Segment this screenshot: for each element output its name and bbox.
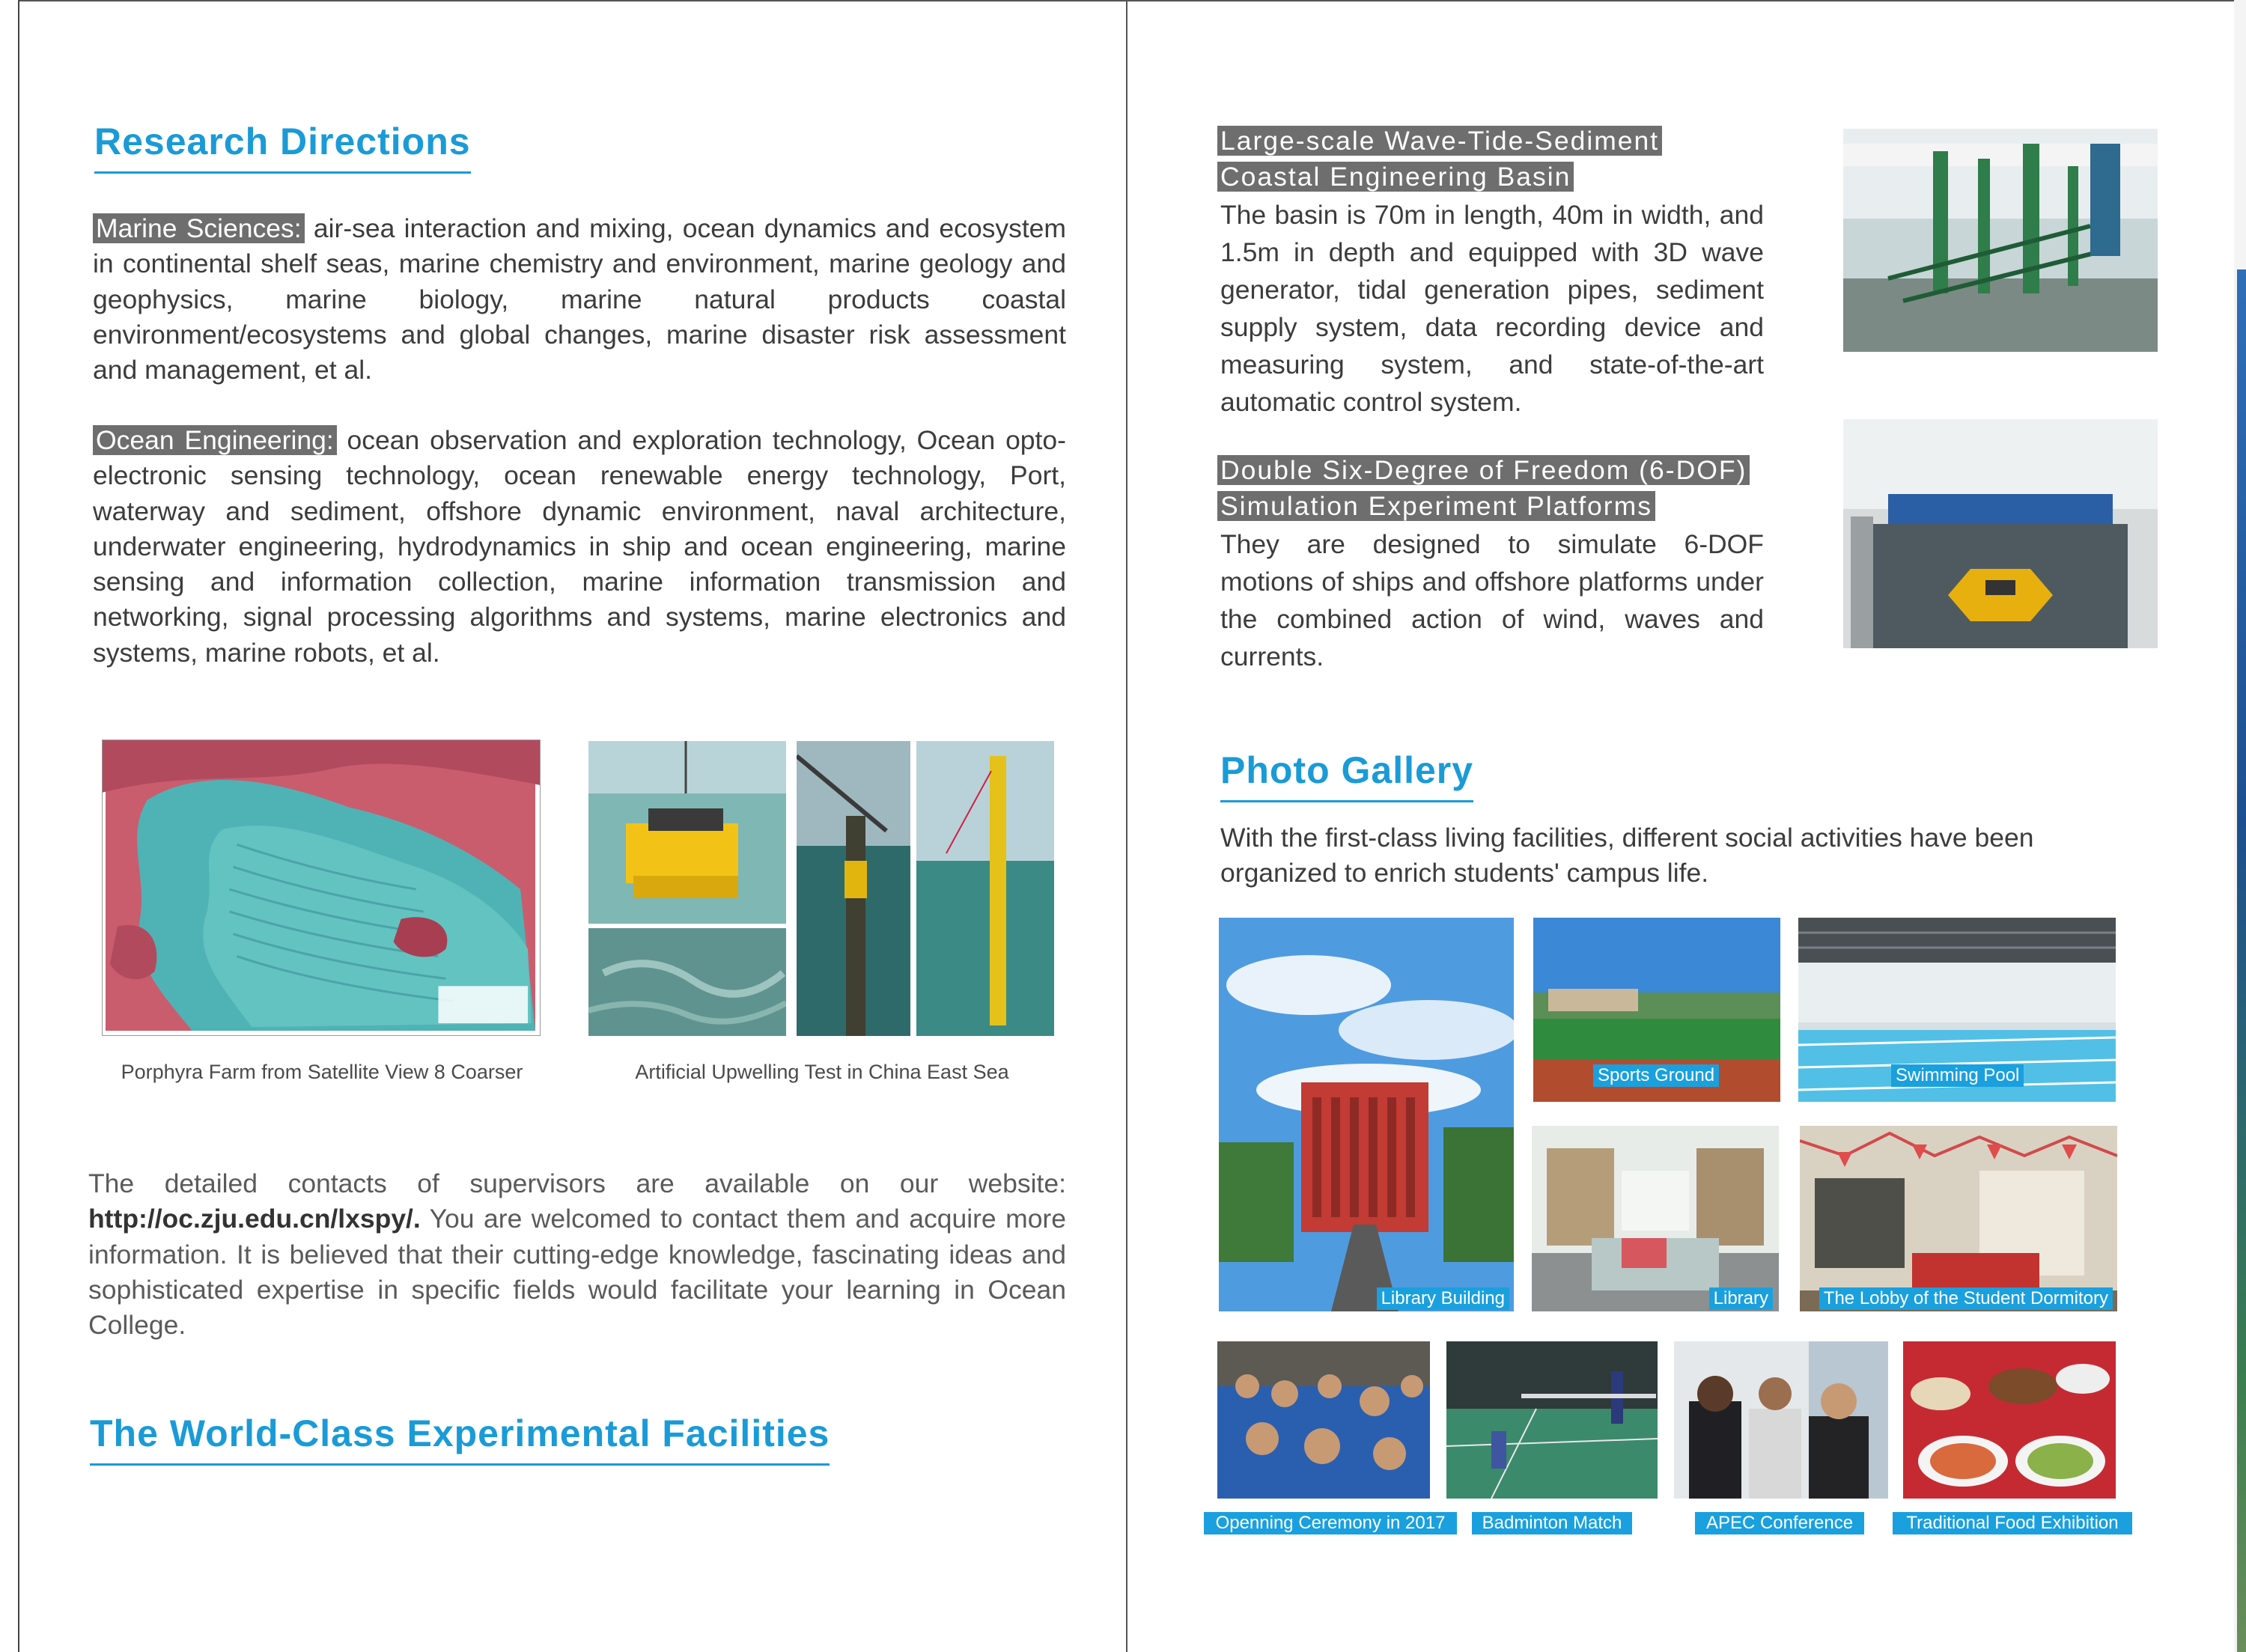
dof-photo — [1843, 419, 2158, 648]
upwelling-caption: Artificial Upwelling Test in China East Sea — [635, 1061, 1009, 1083]
opening-ceremony-tag: Openning Ceremony in 2017 — [1204, 1512, 1457, 1534]
swimming-pool-photo — [1798, 918, 2116, 1102]
library-photo — [1532, 1126, 1779, 1311]
basin-photo — [1843, 129, 2158, 352]
marine-sciences-label: Marine Sciences: — [93, 213, 305, 243]
marine-sciences-text: air-sea interaction and mixing, ocean dynamics and ecosystem in continental shelf seas, marine chemistry and environment, marine geology and geophysics, marine biology, marine natural products coastal environment/ecosystems and global changes, marine disaster risk assessment and management, et al. — [93, 213, 1066, 385]
page-spine — [1126, 0, 1127, 1652]
swimming-pool-tag: Swimming Pool — [1891, 1064, 2024, 1087]
contacts-rest: You are welcomed to contact them and acquire more information. It is believed that their cutting-edge knowledge, fascinating ideas and sophisticated expertise in specific fields would facilitate your learning in Ocean College. — [88, 1204, 1066, 1341]
basin-title-line1: Large-scale Wave-Tide-Sediment — [1217, 126, 1662, 156]
photo-gallery-title — [1220, 749, 1473, 792]
library-image — [1532, 1126, 1779, 1311]
page-left-border — [18, 0, 19, 1652]
dof-image — [1843, 419, 2158, 648]
facilities-title-text: The World-Class Experimental Facilities — [90, 1412, 830, 1454]
next-page-strip — [2237, 269, 2246, 1652]
library-building-image — [1219, 918, 1514, 1311]
badminton-image — [1446, 1341, 1658, 1499]
ocean-engineering-paragraph — [93, 423, 1066, 671]
pole-image — [916, 741, 1054, 1036]
research-directions-title — [94, 120, 471, 163]
basin-image — [1843, 129, 2158, 352]
upwelling-pole-photo — [916, 741, 1054, 1036]
dof-title — [1217, 452, 1750, 524]
dormitory-lobby-image — [1800, 1126, 2117, 1311]
basin-title — [1217, 123, 1662, 195]
gallery-description: With the first-class living facilities, different social activities have been organized to enrich students' campus life. — [1220, 823, 2034, 889]
dormitory-lobby-photo — [1800, 1126, 2117, 1311]
dormitory-lobby-tag: The Lobby of the Student Dormitory — [1819, 1287, 2113, 1310]
photo-gallery-title-text: Photo Gallery — [1220, 749, 1474, 791]
badminton-tag: Badminton Match — [1472, 1512, 1632, 1534]
ocean-engineering-label: Ocean Engineering: — [93, 425, 337, 455]
apec-conference-tag: APEC Conference — [1695, 1512, 1864, 1534]
upwelling-pipe-photo — [797, 741, 910, 1036]
dof-title-line1: Double Six-Degree of Freedom (6-DOF) — [1217, 455, 1750, 485]
food-exhibition-tag: Traditional Food Exhibition — [1893, 1512, 2132, 1534]
apec-conference-photo — [1674, 1341, 1888, 1499]
food-exhibition-image — [1903, 1341, 2116, 1499]
contacts-paragraph — [88, 1166, 1066, 1343]
map-caption: Porphyra Farm from Satellite View 8 Coarser — [121, 1061, 523, 1083]
water-image — [588, 928, 786, 1036]
porphyra-farm-map — [102, 740, 541, 1036]
website-link[interactable]: http://oc.zju.edu.cn/lxspy/. — [88, 1204, 421, 1234]
sports-ground-tag: Sports Ground — [1593, 1064, 1719, 1087]
badminton-photo — [1446, 1341, 1658, 1499]
marine-sciences-paragraph — [93, 211, 1066, 388]
upwelling-buoy-photo — [588, 741, 786, 924]
upwelling-water-photo — [588, 928, 786, 1036]
basin-title-line2: Coastal Engineering Basin — [1217, 162, 1574, 192]
library-tag: Library — [1709, 1287, 1773, 1310]
buoy-image — [588, 741, 786, 924]
library-building-tag: Library Building — [1377, 1287, 1509, 1310]
contacts-intro: The detailed contacts of supervisors are available on our website: — [88, 1168, 1066, 1198]
pipe-image — [797, 741, 910, 1036]
title-underline — [94, 171, 471, 174]
food-exhibition-photo — [1903, 1341, 2116, 1499]
ocean-engineering-text: ocean observation and exploration technology, Ocean opto-electronic sensing technology, ocean renewable energy technology, Port, waterway and sediment, offshore dynamic environment, naval architecture, underwater engineering, hydrodynamics in ship and ocean engineering, marine sensing and information collection, marine information transmission and networking, signal processing algorithms and systems, marine electronics and systems, marine robots, et al. — [93, 425, 1066, 668]
library-building-photo — [1219, 918, 1514, 1311]
basin-description: The basin is 70m in length, 40m in width, and 1.5m in depth and equipped with 3D wave generator, tidal generation pipes, sediment supply system, data recording device and measuring system, and state-of-the-art automatic control system. — [1220, 200, 1764, 417]
sports-ground-photo — [1533, 918, 1780, 1102]
research-directions-title-text: Research Directions — [94, 121, 471, 162]
facilities-title — [90, 1412, 830, 1455]
opening-ceremony-image — [1217, 1341, 1430, 1499]
dof-title-line2: Simulation Experiment Platforms — [1217, 491, 1655, 521]
dof-description: They are designed to simulate 6-DOF motions of ships and offshore platforms under the combined action of wind, waves and currents. — [1220, 529, 1764, 671]
title-underline — [90, 1463, 830, 1466]
opening-ceremony-photo — [1217, 1341, 1430, 1499]
title-underline — [1220, 800, 1473, 802]
satellite-map-image — [103, 740, 540, 1035]
apec-conference-image — [1674, 1341, 1888, 1499]
